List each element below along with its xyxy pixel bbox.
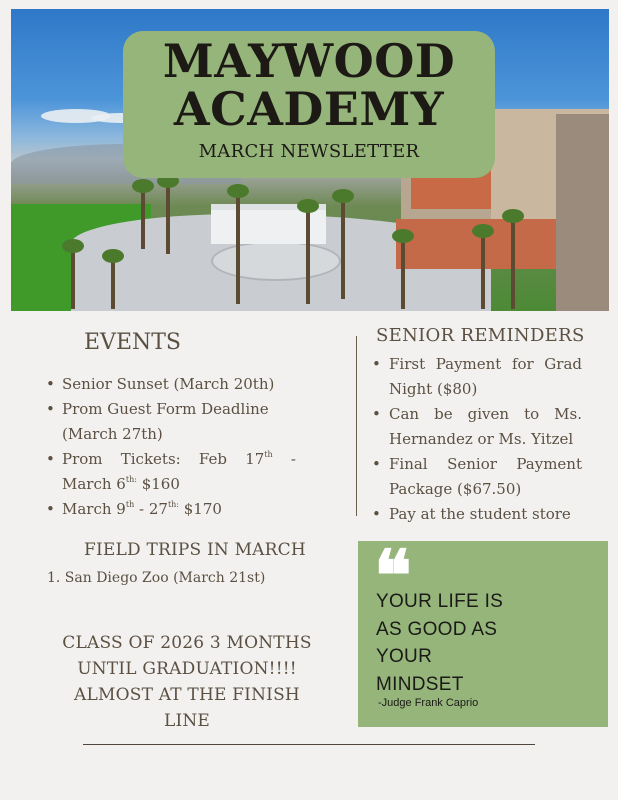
newsletter-subtitle: MARCH NEWSLETTER	[198, 141, 420, 162]
quote-box	[358, 534, 608, 727]
list-item: • Prom Tickets: Feb 17th - March $6^{th:}$ $160	[46, 447, 296, 497]
field-trips-heading: FIELD TRIPS IN MARCH	[84, 540, 306, 560]
events-heading: EVENTS	[84, 330, 182, 355]
senior-reminders-heading: SENIOR REMINDERS	[376, 325, 585, 346]
school-name-line1: MAYWOOD	[162, 34, 456, 88]
list-item: • March $9th - 27^{th:}$ $170	[46, 497, 296, 522]
list-item: • First Payment for Grad Night ($80)	[372, 352, 582, 402]
school-name-line2: ACADEMY	[173, 82, 445, 136]
column-divider	[356, 336, 357, 516]
quote-author: -Judge Frank Caprio	[378, 697, 479, 709]
list-item: • Can be given to Ms. Hernandez or Ms. Yitzel	[372, 402, 582, 452]
list-item: • Pay at the student store	[372, 502, 582, 527]
masthead-box	[123, 31, 495, 178]
senior-reminders-list	[372, 352, 582, 527]
list-item: • Senior Sunset (March 20th)	[46, 372, 296, 397]
list-item: • Final Senior Payment Package ($67.50)	[372, 452, 582, 502]
quote-text: YOUR LIFE IS AS GOOD AS YOUR MINDSET	[376, 591, 504, 695]
list-item: 1. San Diego Zoo (March 21st)	[47, 570, 266, 586]
field-trips-list	[47, 570, 265, 586]
events-list	[46, 372, 296, 522]
graduation-countdown: CLASS OF 2026 3 MONTHS UNTIL GRADUATION!!!! ALMOST AT THE FINISH LINE	[62, 633, 312, 731]
bottom-divider	[83, 744, 535, 745]
list-item: • Prom Guest Form Deadline (March 27th)	[46, 397, 296, 447]
quote-mark-icon: ❝	[374, 534, 412, 617]
